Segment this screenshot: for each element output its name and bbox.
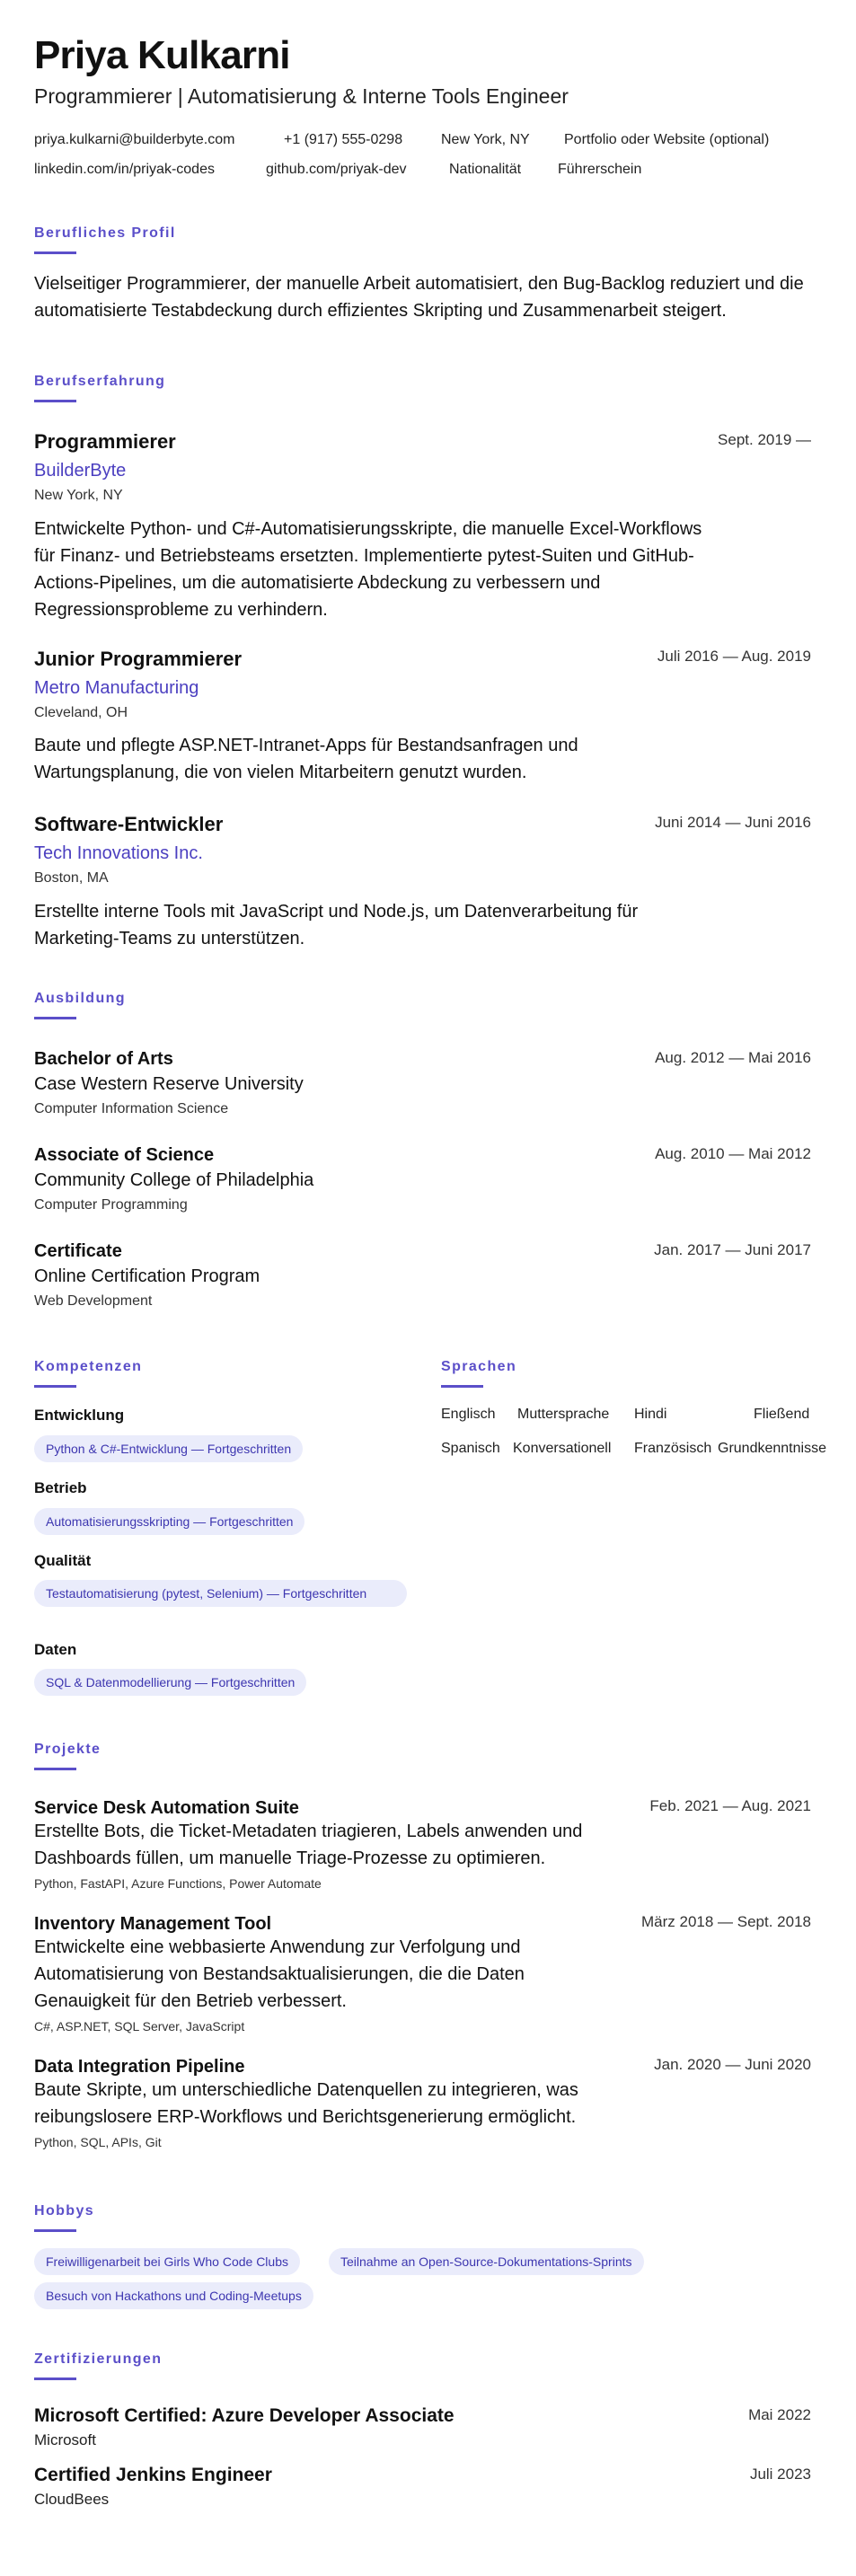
education-date: Jan. 2017 — Juni 2017 <box>654 1241 811 1258</box>
language-level: Konversationell <box>513 1441 612 1456</box>
contact-location: New York, NY <box>441 132 530 147</box>
project-date: März 2018 — Sept. 2018 <box>640 1913 811 1930</box>
job-title: Programmierer <box>34 430 176 453</box>
section-divider <box>34 1385 76 1388</box>
education-date: Aug. 2010 — Mai 2012 <box>655 1145 811 1162</box>
contact-linkedin[interactable]: linkedin.com/in/priyak-codes <box>34 162 215 177</box>
language-level: Muttersprache <box>517 1407 610 1422</box>
job-date: Juli 2016 — Aug. 2019 <box>657 648 811 665</box>
project-name: Inventory Management Tool <box>34 1914 272 1934</box>
certification-issuer: Microsoft <box>34 2431 96 2448</box>
project-tech: Python, SQL, APIs, Git <box>34 2135 162 2149</box>
language-name: Spanisch <box>441 1441 500 1456</box>
language-level: Fließend <box>754 1407 810 1422</box>
job-description: Baute und pflegte ASP.NET-Intranet-Apps für Bestandsanfragen und Wartungsplanung, die von vielen Mitarbeitern genutzt wurden. <box>34 736 578 782</box>
candidate-headline: Programmierer | Automatisierung & Interne Tools Engineer <box>34 84 569 108</box>
skill-tag: Automatisierungsskripting — Fortgeschritten <box>34 1508 304 1535</box>
job-company: Metro Manufacturing <box>34 678 199 698</box>
hobby-tag: Besuch von Hackathons und Coding-Meetups <box>34 2282 313 2309</box>
section-title-education: Ausbildung <box>34 991 126 1006</box>
job-location: Cleveland, OH <box>34 705 128 720</box>
education-degree: Bachelor of Arts <box>34 1049 173 1069</box>
section-title-skills: Kompetenzen <box>34 1359 143 1374</box>
section-title-experience: Berufserfahrung <box>34 374 166 389</box>
education-school: Online Certification Program <box>34 1266 260 1286</box>
contact-portfolio[interactable]: Portfolio oder Website (optional) <box>564 132 770 147</box>
section-divider <box>34 2229 76 2232</box>
job-description: Erstellte interne Tools mit JavaScript und Node.js, um Datenverarbeitung für Marketing-Teams zu unterstützen. <box>34 902 639 948</box>
education-degree: Associate of Science <box>34 1145 215 1165</box>
contact-email[interactable]: priya.kulkarni@builderbyte.com <box>34 132 235 147</box>
section-title-projects: Projekte <box>34 1742 101 1757</box>
section-title-profile: Berufliches Profil <box>34 225 176 241</box>
project-date: Jan. 2020 — Juni 2020 <box>654 2056 811 2073</box>
job-company: Tech Innovations Inc. <box>34 843 203 863</box>
certification-name: Certified Jenkins Engineer <box>34 2465 272 2485</box>
education-field: Computer Programming <box>34 1197 188 1213</box>
section-title-certifications: Zertifizierungen <box>34 2351 163 2367</box>
job-location: Boston, MA <box>34 870 109 886</box>
skill-tag: Python & C#-Entwicklung — Fortgeschritten <box>34 1435 303 1462</box>
project-date: Feb. 2021 — Aug. 2021 <box>649 1797 811 1814</box>
section-divider <box>34 1017 76 1019</box>
certification-date: Juli 2023 <box>749 2466 811 2483</box>
skill-category: Qualität <box>34 1552 92 1569</box>
job-company: BuilderByte <box>34 461 127 481</box>
section-divider <box>34 251 76 254</box>
skill-tag: SQL & Datenmodellierung — Fortgeschritten <box>34 1669 306 1696</box>
job-date: Sept. 2019 — <box>718 431 811 448</box>
education-school: Case Western Reserve University <box>34 1074 304 1094</box>
project-tech: Python, FastAPI, Azure Functions, Power Automate <box>34 1876 322 1891</box>
contact-github[interactable]: github.com/priyak-dev <box>266 162 407 177</box>
project-name: Service Desk Automation Suite <box>34 1798 299 1818</box>
hobby-tag: Teilnahme an Open-Source-Dokumentations-Sprints <box>329 2248 644 2275</box>
section-title-hobbies: Hobbys <box>34 2203 95 2219</box>
job-title: Junior Programmierer <box>34 648 243 670</box>
contact-phone[interactable]: +1 (917) 555-0298 <box>284 132 403 147</box>
candidate-name: Priya Kulkarni <box>34 33 290 77</box>
certification-date: Mai 2022 <box>748 2406 811 2423</box>
section-title-languages: Sprachen <box>441 1359 517 1374</box>
job-description: Entwickelte Python- und C#-Automatisierungsskripte, die manuelle Excel-Workflows für Finanz- und Betriebsteams ersetzten. Implementierte pytest-Suiten und GitHub-Actions-Pipelines, um die automatisierte Abdeckung zu verbessern und Regressionsprobleme zu verhindern. <box>34 519 702 620</box>
education-degree: Certificate <box>34 1241 122 1261</box>
education-date: Aug. 2012 — Mai 2016 <box>655 1049 811 1066</box>
hobby-tag: Freiwilligenarbeit bei Girls Who Code Clubs <box>34 2248 300 2275</box>
job-title: Software-Entwickler <box>34 813 224 835</box>
project-name: Data Integration Pipeline <box>34 2057 245 2077</box>
language-name: Französisch <box>634 1441 712 1456</box>
skill-category: Entwicklung <box>34 1407 125 1424</box>
language-level: Grundkenntnisse <box>718 1441 826 1456</box>
certification-issuer: CloudBees <box>34 2491 110 2508</box>
job-location: New York, NY <box>34 488 123 503</box>
section-divider <box>34 400 76 402</box>
education-school: Community College of Philadelphia <box>34 1170 314 1190</box>
certification-name: Microsoft Certified: Azure Developer Associate <box>34 2405 454 2426</box>
language-name: Hindi <box>634 1407 667 1422</box>
education-field: Computer Information Science <box>34 1101 229 1116</box>
contact-nationality: Nationalität <box>449 162 522 177</box>
contact-license: Führerschein <box>558 162 642 177</box>
profile-summary: Vielseitiger Programmierer, der manuelle Arbeit automatisiert, den Bug-Backlog reduziert und die automatisierte Testabdeckung durch effizientes Skripting und Zusammenarbeit steigert. <box>34 274 804 321</box>
job-date: Juni 2014 — Juni 2016 <box>655 814 811 831</box>
skill-category: Daten <box>34 1641 77 1658</box>
section-divider <box>34 1768 76 1770</box>
education-field: Web Development <box>34 1293 153 1309</box>
project-description: Erstellte Bots, die Ticket-Metadaten triagieren, Labels anwenden und Dashboards füllen, um manuelle Triage-Prozesse zu optimieren. <box>34 1822 583 1868</box>
skill-tag: Testautomatisierung (pytest, Selenium) — Fortgeschritten <box>34 1580 407 1607</box>
section-divider <box>34 2378 76 2380</box>
section-divider <box>441 1385 483 1388</box>
language-name: Englisch <box>441 1407 496 1422</box>
project-description: Entwickelte eine webbasierte Anwendung zur Verfolgung und Automatisierung von Bestandsaktualisierungen, die die Daten Genauigkeit für den Betrieb verbessert. <box>34 1937 525 2011</box>
skill-category: Betrieb <box>34 1479 87 1496</box>
project-description: Baute Skripte, um unterschiedliche Datenquellen zu integrieren, was reibungslosere ERP-Workflows und Berichtsgenerierung ermöglicht. <box>34 2080 578 2127</box>
project-tech: C#, ASP.NET, SQL Server, JavaScript <box>34 2019 245 2033</box>
